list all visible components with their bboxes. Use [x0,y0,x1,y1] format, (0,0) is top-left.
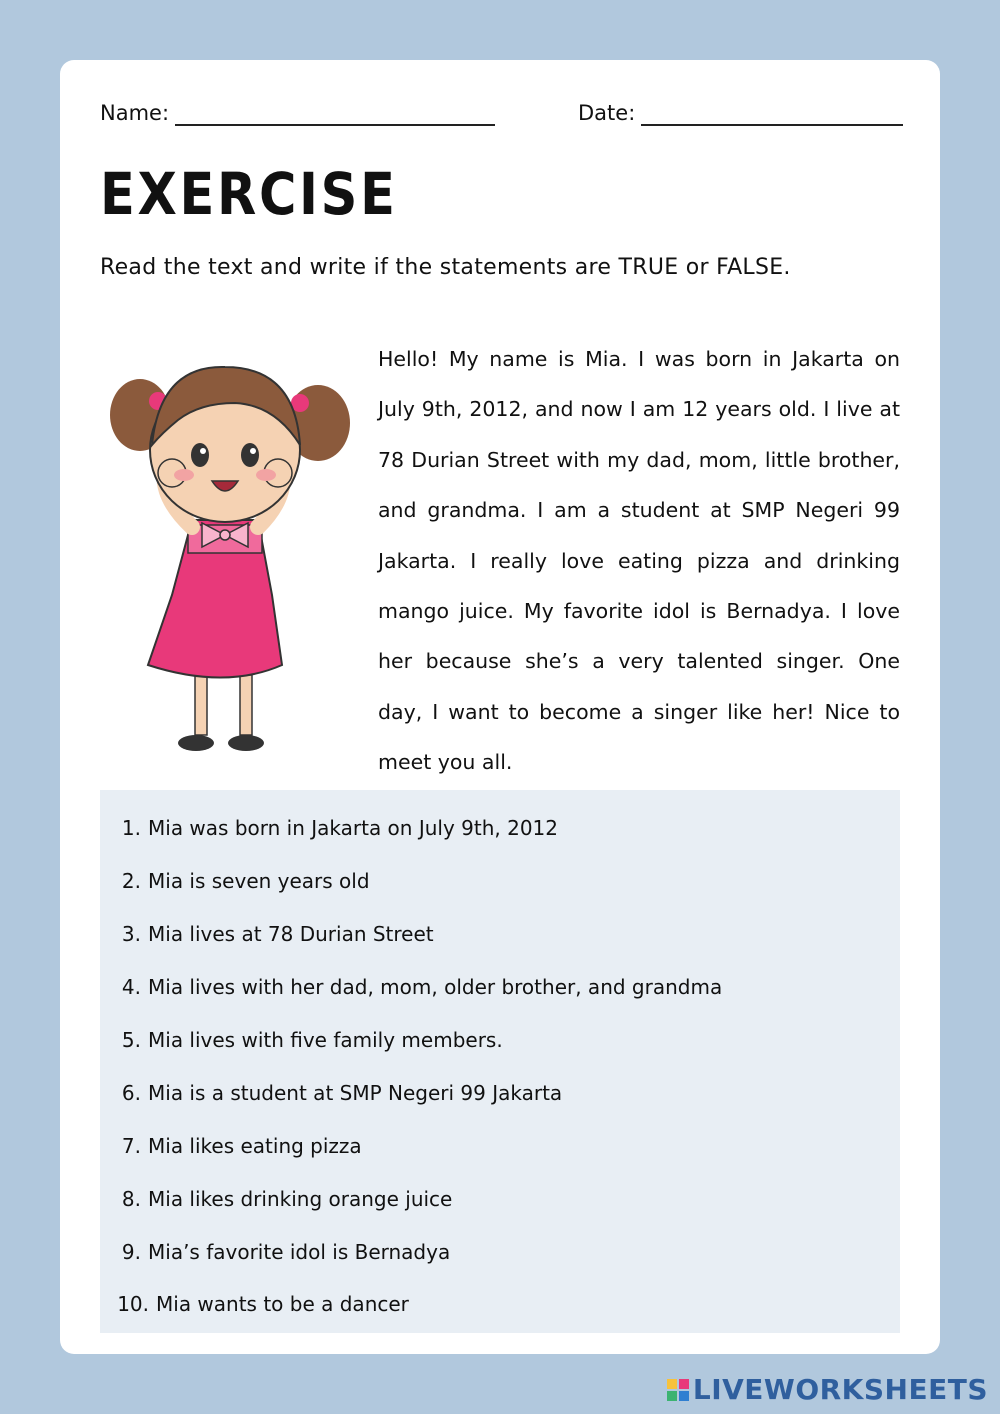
question-item [100,1066,900,1119]
question-item [100,1119,900,1172]
question-item [100,961,900,1014]
date-input-line[interactable] [641,102,903,126]
question-item [100,802,900,855]
question-list [100,802,900,1331]
question-number: 6. [121,1080,141,1105]
question-text: Mia lives at 78 Durian Street [148,922,434,947]
question-text: Mia was born in Jakarta on July 9th, 2012 [148,816,559,841]
question-item [100,1014,900,1067]
reading-passage: Hello! My name is Mia. I was born in Jakarta on July 9th, 2012, and now I am 12 years old. I live at 78 Durian Street with my dad, mom, little brother, and grandma. I am a student at SMP Negeri 99 Jakarta. I really love eating pizza and drinking mango juice. My favorite idol is Bernadya. I love her because she’s a very talented singer. One day, I want to become a singer like her! Nice to meet you all. [378,347,900,775]
question-text: Mia is seven years old [148,869,370,894]
question-item [100,1225,900,1278]
name-field [100,100,495,126]
question-item [100,1278,900,1331]
question-text: Mia lives with five family members. [148,1028,503,1052]
question-number: 2. [121,869,141,894]
question-item [100,1172,900,1225]
question-item [100,908,900,961]
date-label: Date: [578,101,636,125]
date-field [578,100,903,126]
question-text: Mia wants to be a dancer [156,1292,409,1317]
question-number: 1. [121,816,141,841]
girl-illustration [100,345,360,765]
page-title: EXERCISE [100,160,398,228]
question-text: Mia likes eating pizza [148,1133,362,1158]
instruction-text: Read the text and write if the statements are TRUE or FALSE. [100,255,791,280]
liveworksheets-logo-icon [667,1379,689,1401]
liveworksheets-wordmark: LIVEWORKSHEETS [692,1373,988,1406]
question-number: 9. [121,1239,141,1264]
question-text: Mia’s favorite idol is Bernadya [148,1239,451,1264]
question-text: Mia lives with her dad, mom, older brother, and grandma [148,975,723,1000]
question-number: 10. [117,1292,149,1317]
question-number: 8. [121,1186,141,1211]
question-number: 7. [121,1133,141,1158]
question-text: Mia is a student at SMP Negeri 99 Jakarta [148,1080,563,1105]
question-text: Mia likes drinking orange juice [148,1186,453,1211]
name-label: Name: [100,101,170,125]
question-item [100,855,900,908]
question-number: 5. [121,1028,141,1052]
question-number: 3. [121,922,141,947]
liveworksheets-brand[interactable] [667,1373,988,1406]
question-number: 4. [121,975,141,1000]
questions-panel [100,790,900,1333]
name-input-line[interactable] [175,102,495,126]
